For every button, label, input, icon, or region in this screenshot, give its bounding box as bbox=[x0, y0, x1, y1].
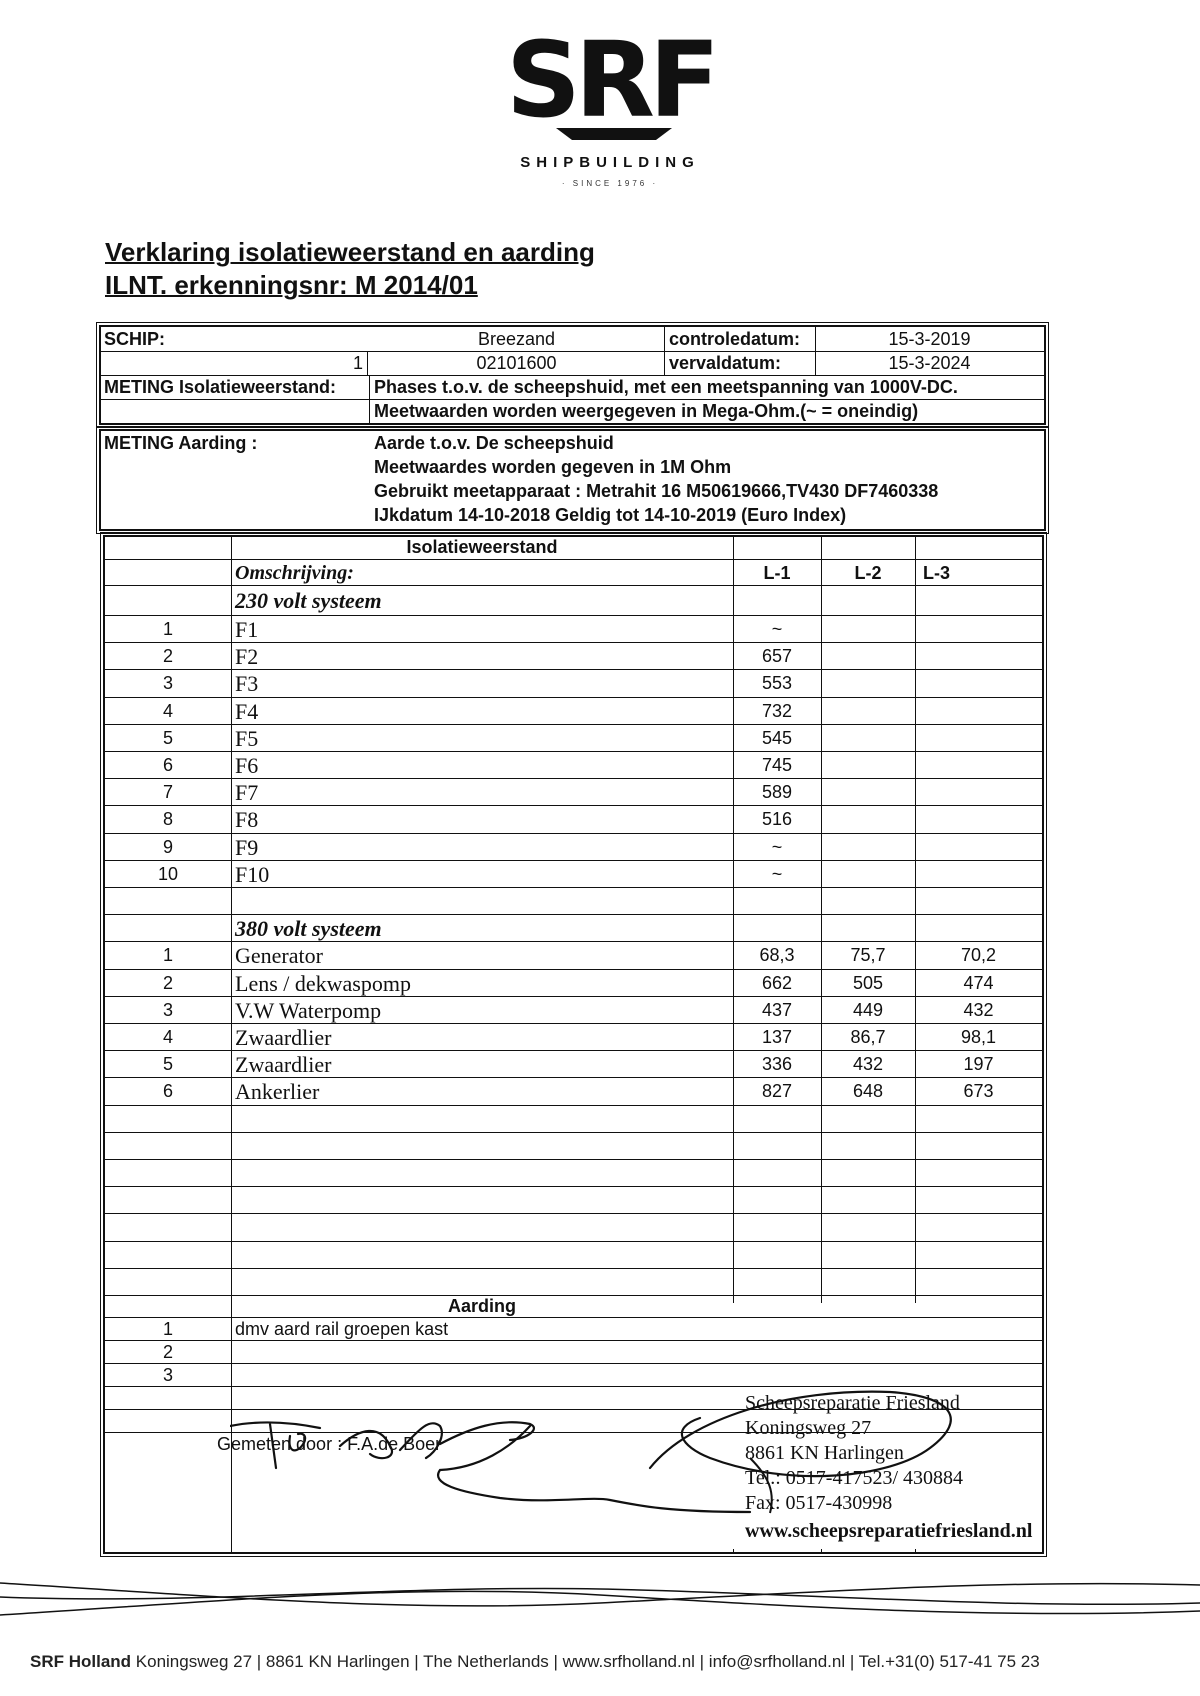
row-description: F10 bbox=[235, 861, 270, 887]
stamp-line2: Koningsweg 27 bbox=[745, 1417, 872, 1439]
row-description: V.W Waterpomp bbox=[235, 997, 382, 1023]
table-row bbox=[105, 996, 1042, 1023]
row-description: F1 bbox=[235, 617, 259, 642]
row-number: 2 bbox=[162, 646, 173, 667]
stamp-line1: Scheepsreparatie Friesland bbox=[745, 1392, 960, 1414]
document-subtitle: ILNT. erkenningsnr: M 2014/01 bbox=[105, 270, 478, 300]
table-row bbox=[105, 1050, 1042, 1077]
row-description: F7 bbox=[235, 780, 259, 806]
aarding-line3: Gebruikt meetapparaat : Metrahit 16 M50619666,TV430 DF7460338 bbox=[374, 481, 939, 501]
row-l2-value: 432 bbox=[852, 1054, 884, 1075]
schip-value: Breezand bbox=[477, 329, 556, 349]
measured-by: Gemeten door : F.A.de Boer bbox=[217, 1434, 442, 1454]
section-title: Isolatieweerstand bbox=[406, 537, 558, 557]
row-description: Generator bbox=[235, 943, 323, 969]
row-l1-value: 657 bbox=[761, 646, 793, 667]
empty-row bbox=[105, 1241, 1042, 1268]
sys380-title: 380 volt systeem bbox=[235, 916, 382, 942]
row-l2-value: 648 bbox=[852, 1081, 884, 1102]
row-description: F6 bbox=[235, 753, 259, 778]
table-row bbox=[105, 860, 1042, 887]
row-number: 9 bbox=[162, 836, 173, 857]
table-row bbox=[105, 669, 1042, 696]
row-l3-value: 197 bbox=[963, 1054, 994, 1075]
column-header-row bbox=[105, 559, 1042, 585]
table-row bbox=[105, 778, 1042, 805]
empty-row bbox=[105, 1132, 1042, 1159]
row-l3-value: 432 bbox=[963, 999, 994, 1020]
verval-label: vervaldatum: bbox=[669, 353, 782, 373]
row-l1-value: ~ bbox=[771, 836, 783, 857]
ship-info-box bbox=[99, 325, 1046, 425]
table-row bbox=[105, 1077, 1042, 1104]
row-number: 1 bbox=[162, 1319, 173, 1339]
row-l2-value: 449 bbox=[852, 999, 884, 1020]
row-l1-value: 336 bbox=[761, 1054, 793, 1075]
row-l3-value: 98,1 bbox=[960, 1027, 997, 1047]
srf-logo bbox=[470, 19, 750, 190]
table-row bbox=[105, 941, 1042, 968]
empty-row bbox=[105, 1105, 1042, 1132]
row-description: F4 bbox=[235, 698, 259, 724]
footer-wave-decoration bbox=[0, 1575, 1200, 1625]
row-number: 5 bbox=[162, 727, 173, 748]
row-l1-value: 553 bbox=[761, 673, 793, 694]
aarding-title: Aarding bbox=[447, 1296, 516, 1316]
row-description: F5 bbox=[235, 725, 259, 751]
row-number: 5 bbox=[162, 1054, 173, 1075]
row-l3-value: 673 bbox=[963, 1081, 994, 1102]
row-number: 2 bbox=[162, 972, 173, 993]
table-row bbox=[105, 805, 1042, 832]
iso-line1: Phases t.o.v. de scheepshuid, met een meetspanning van 1000V-DC. bbox=[374, 377, 958, 397]
row-number: 7 bbox=[162, 782, 173, 803]
row-number: 6 bbox=[162, 1081, 173, 1102]
row-l2-value: 505 bbox=[852, 972, 884, 993]
signature-scribble bbox=[230, 1388, 980, 1518]
table-row bbox=[105, 642, 1042, 669]
table-row bbox=[105, 724, 1042, 751]
section-row-230 bbox=[105, 585, 1042, 615]
row-description: Zwaardlier bbox=[235, 1025, 332, 1050]
document-title: Verklaring isolatieweerstand en aarding bbox=[105, 237, 595, 267]
controle-value: 15-3-2019 bbox=[888, 329, 971, 349]
table-header-row bbox=[105, 537, 1042, 559]
stamp-line4: Tel.: 0517-417523/ 430884 bbox=[745, 1467, 964, 1489]
row-l1-value: 827 bbox=[761, 1081, 793, 1102]
aarding-label: METING Aarding : bbox=[104, 433, 258, 453]
row-number: 4 bbox=[162, 700, 173, 721]
empty-row bbox=[105, 1213, 1042, 1240]
table-row bbox=[105, 1023, 1042, 1050]
row-description: F8 bbox=[235, 807, 259, 833]
row-number: 1 bbox=[162, 945, 173, 966]
col-l2-header: L-2 bbox=[854, 563, 882, 583]
row-l1-value: 437 bbox=[761, 999, 793, 1020]
row-number: 4 bbox=[162, 1027, 173, 1047]
aarding-line1: Aarde t.o.v. De scheepshuid bbox=[374, 433, 614, 453]
row-description: dmv aard rail groepen kast bbox=[235, 1319, 449, 1339]
table-row bbox=[105, 697, 1042, 724]
table-row bbox=[105, 751, 1042, 778]
row-l3-value: 474 bbox=[963, 972, 994, 993]
table-row bbox=[105, 969, 1042, 996]
empty-row bbox=[105, 1268, 1042, 1295]
row-l2-value: 75,7 bbox=[850, 945, 886, 966]
empty-row bbox=[105, 1159, 1042, 1186]
row-description: F3 bbox=[235, 671, 259, 697]
section-row-380 bbox=[105, 914, 1042, 941]
ship-code: 02101600 bbox=[476, 353, 557, 373]
aarding-line2: Meetwaardes worden gegeven in 1M Ohm bbox=[374, 457, 732, 477]
logo-tagline: SHIPBUILDING bbox=[520, 154, 700, 171]
row-description: Zwaardlier bbox=[235, 1052, 332, 1078]
stamp-line6: www.scheepsreparatiefriesland.nl bbox=[745, 1520, 1033, 1542]
col-desc-header: Omschrijving: bbox=[235, 562, 354, 584]
row-l1-value: ~ bbox=[771, 619, 783, 639]
schip-label: SCHIP: bbox=[104, 329, 166, 349]
aarding-info-box bbox=[99, 429, 1046, 531]
table-row bbox=[105, 1340, 1042, 1363]
row-l1-value: ~ bbox=[771, 863, 783, 884]
aarding-line4: IJkdatum 14-10-2018 Geldig tot 14-10-2019 (Euro Index) bbox=[374, 505, 847, 525]
table-row bbox=[105, 1363, 1042, 1386]
row-description: F2 bbox=[235, 644, 259, 670]
logo-mark: SRF bbox=[505, 19, 715, 141]
ship-number: 1 bbox=[352, 353, 363, 373]
row-l1-value: 516 bbox=[761, 809, 793, 830]
table-row bbox=[105, 833, 1042, 860]
row-l1-value: 745 bbox=[761, 755, 793, 775]
col-l1-header: L-1 bbox=[763, 563, 791, 583]
row-description: Lens / dekwaspomp bbox=[235, 970, 411, 996]
empty-row bbox=[105, 887, 1042, 914]
row-number: 8 bbox=[162, 809, 173, 830]
row-description: F9 bbox=[235, 834, 259, 860]
empty-row bbox=[105, 1186, 1042, 1213]
sys230-title: 230 volt systeem bbox=[235, 588, 382, 613]
table-row bbox=[105, 1317, 1042, 1340]
row-l1-value: 68,3 bbox=[759, 945, 795, 966]
row-number: 3 bbox=[162, 999, 173, 1020]
row-description: Ankerlier bbox=[235, 1079, 320, 1105]
logo-since: · SINCE 1976 · bbox=[561, 179, 659, 188]
controle-label: controledatum: bbox=[669, 329, 801, 349]
iso-line2: Meetwaarden worden weergegeven in Mega-Ohm.(~ = oneindig) bbox=[374, 401, 919, 421]
ship-hull-icon bbox=[556, 128, 672, 140]
row-number: 3 bbox=[162, 673, 173, 694]
footer-address bbox=[30, 1652, 1040, 1672]
row-l1-value: 732 bbox=[761, 700, 793, 721]
row-number: 6 bbox=[162, 755, 173, 775]
row-l1-value: 137 bbox=[761, 1027, 793, 1047]
iso-label: METING Isolatieweerstand: bbox=[104, 377, 337, 397]
row-l1-value: 589 bbox=[761, 782, 793, 803]
row-l3-value: 70,2 bbox=[960, 945, 997, 966]
aarding-title-row bbox=[105, 1295, 1042, 1317]
row-number: 3 bbox=[162, 1365, 173, 1385]
row-number: 2 bbox=[162, 1342, 173, 1362]
row-l1-value: 545 bbox=[761, 727, 793, 748]
row-l1-value: 662 bbox=[761, 972, 793, 993]
table-row bbox=[105, 615, 1042, 642]
verval-value: 15-3-2024 bbox=[888, 353, 971, 373]
row-l2-value: 86,7 bbox=[850, 1027, 886, 1047]
row-number: 10 bbox=[157, 863, 179, 884]
footer-details: Koningsweg 27 | 8861 KN Harlingen | The Netherlands | www.srfholland.nl | info@srfholland.nl | Tel.+31(0) 517-41 75 23 bbox=[131, 1652, 1040, 1671]
stamp-line5: Fax: 0517-430998 bbox=[745, 1492, 893, 1514]
stamp-line3: 8861 KN Harlingen bbox=[745, 1442, 904, 1464]
row-number: 1 bbox=[162, 619, 173, 639]
col-l3-header: L-3 bbox=[923, 563, 950, 583]
footer-company: SRF Holland bbox=[30, 1652, 132, 1671]
